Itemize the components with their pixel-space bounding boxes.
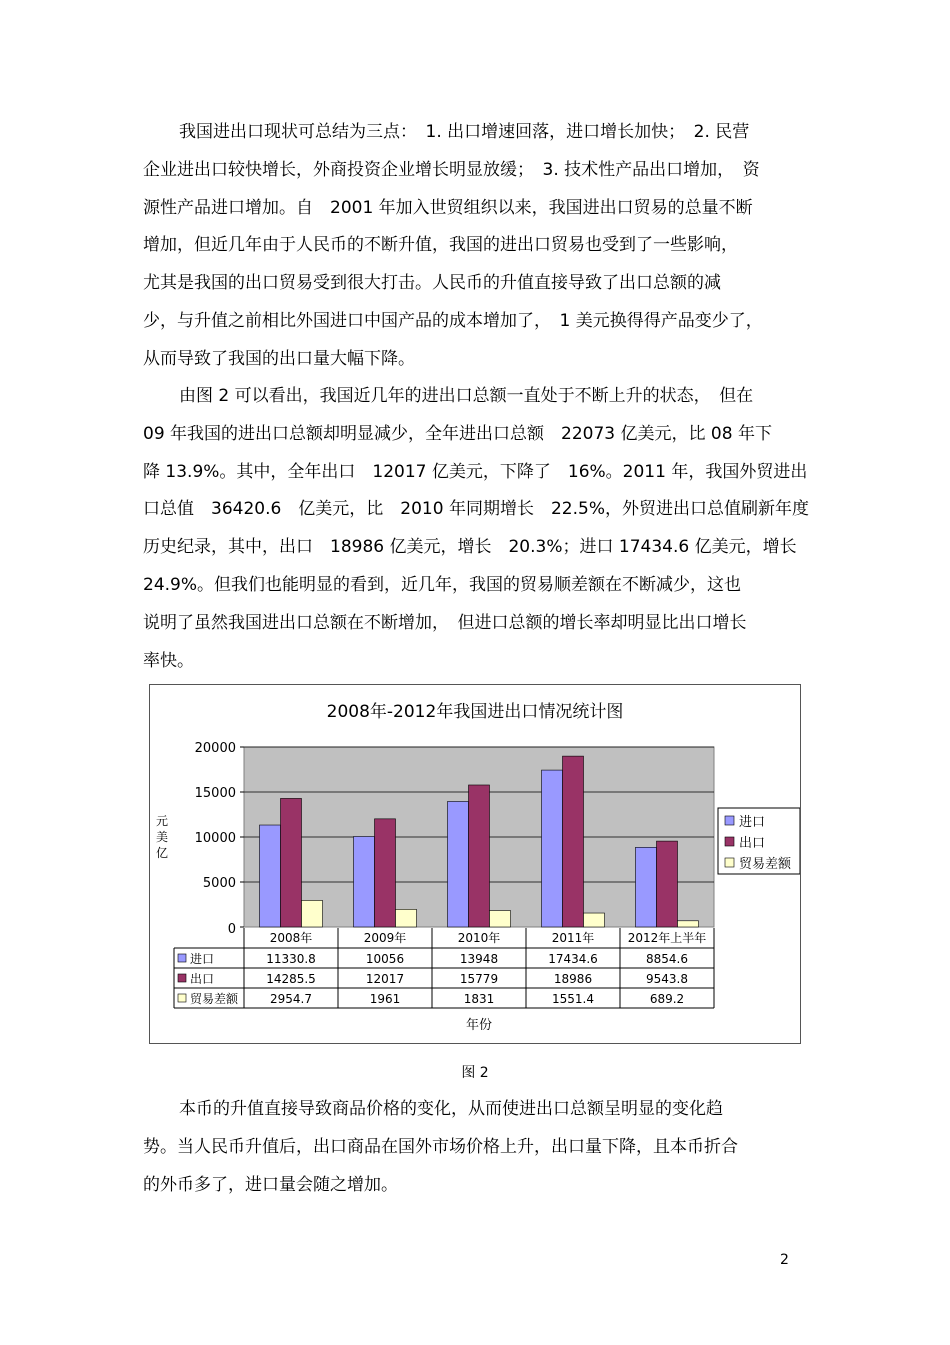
y-tick-label: 20000 (194, 741, 236, 756)
table-row-label: 贸易差额 (190, 992, 239, 1006)
table-value-cell: 8854.6 (646, 952, 688, 966)
legend-label: 进口 (739, 815, 766, 830)
text-line: 降 13.9%。其中，全年出口 12017 亿美元，下降了 16%。2011 年，我国外贸进出 (143, 461, 808, 482)
table-value-cell: 18986 (553, 972, 593, 986)
legend-label: 贸易差额 (739, 857, 792, 872)
table-value-cell: 15779 (459, 972, 499, 986)
table-row-label: 进口 (190, 952, 215, 966)
table-value-cell: 1831 (463, 992, 495, 1006)
table-legend-key (178, 974, 186, 982)
table-value-cell: 12017 (365, 972, 405, 986)
y-tick-label: 10000 (194, 831, 236, 846)
bar-贸易差额-2008年 (302, 900, 323, 927)
text-line: 源性产品进口增加。自 2001 年加入世贸组织以来，我国进出口贸易的总量不断 (143, 197, 753, 218)
table-value-cell: 14285.5 (266, 972, 316, 986)
text-line: 由图 2 可以看出，我国近几年的进出口总额一直处于不断上升的状态， 但在 (179, 386, 754, 406)
text-line: 的外币多了，进口量会随之增加。 (143, 1174, 398, 1195)
bar-出口-2009年 (375, 819, 396, 927)
bar-进口-2009年 (354, 836, 375, 927)
table-value-cell: 2954.7 (270, 992, 312, 1006)
table-header-cell: 2008年 (269, 931, 313, 945)
bar-进口-2010年 (448, 801, 469, 927)
bar-进口-2012年上半年 (636, 847, 657, 927)
table-value-cell: 689.2 (649, 992, 685, 1006)
table-value-cell: 11330.8 (266, 952, 316, 966)
paragraph-2 (143, 378, 849, 680)
bar-贸易差额-2012年上半年 (678, 921, 699, 927)
text-line: 尤其是我国的出口贸易受到很大打击。人民币的升值直接导致了出口总额的减 (143, 273, 721, 294)
paragraph-3 (143, 1091, 849, 1204)
text-line: 我国进出口现状可总结为三点： 1. 出口增速回落，进口增长加快； 2. 民营 (179, 122, 750, 142)
table-legend-key (178, 954, 186, 962)
legend-key (725, 816, 734, 825)
table-value-cell: 17434.6 (548, 952, 598, 966)
y-axis-label: 亿 (155, 846, 169, 860)
table-row-label: 出口 (190, 972, 215, 986)
x-axis-label: 年份 (465, 1018, 493, 1033)
table-value-cell: 9543.8 (646, 972, 688, 986)
table-value-cell: 10056 (365, 952, 405, 966)
bar-出口-2012年上半年 (657, 841, 678, 927)
paragraph-1 (143, 114, 849, 379)
text-line: 本币的升值直接导致商品价格的变化，从而使进出口总额呈明显的变化趋 (179, 1099, 723, 1119)
table-value-cell: 1961 (369, 992, 401, 1006)
bar-出口-2010年 (469, 785, 490, 927)
y-tick-label: 15000 (194, 786, 236, 801)
text-line: 少，与升值之前相比外国进口中国产品的成本增加了， 1 美元换得得产品变少了， (143, 310, 763, 331)
figure-caption: 图 2 (461, 1065, 489, 1081)
bar-chart (150, 685, 800, 1043)
y-axis-label: 美 (155, 830, 169, 844)
text-line: 势。当人民币升值后，出口商品在国外市场价格上升，出口量下降，且本币折合 (143, 1136, 738, 1157)
bar-贸易差额-2009年 (396, 909, 417, 927)
text-line: 口总值 36420.6 亿美元，比 2010 年同期增长 22.5%，外贸进出口总值刷新年度 (143, 499, 809, 520)
table-legend-key (178, 994, 186, 1002)
legend-key (725, 837, 734, 846)
text-line: 从而导致了我国的出口量大幅下降。 (143, 348, 415, 369)
chart-title: 2008年-2012年我国进出口情况统计图 (326, 702, 624, 722)
text-line: 24.9%。但我们也能明显的看到，近几年，我国的贸易顺差额在不断减少，这也 (143, 574, 742, 595)
bar-出口-2008年 (281, 798, 302, 927)
legend-key (725, 858, 734, 867)
text-line: 历史纪录，其中，出口 18986 亿美元，增长 20.3%；进口 17434.6 亿美元，增长 (143, 537, 797, 558)
y-axis-label: 元 (155, 814, 169, 828)
legend-label: 出口 (739, 836, 766, 851)
table-value-cell: 1551.4 (552, 992, 594, 1006)
bar-出口-2011年 (563, 756, 584, 927)
table-value-cell: 13948 (459, 952, 499, 966)
text-line: 企业进出口较快增长，外商投资企业增长明显放缓； 3. 技术性产品出口增加， 资 (143, 159, 760, 180)
bar-贸易差额-2010年 (490, 911, 511, 927)
text-line: 09 年我国的进出口总额却明显减少，全年进出口总额 22073 亿美元，比 08 年下 (143, 423, 772, 444)
text-line: 说明了虽然我国进出口总额在不断增加， 但进口总额的增长率却明显比出口增长 (143, 612, 747, 633)
table-header-cell: 2009年 (363, 931, 407, 945)
table-header-cell: 2010年 (457, 931, 501, 945)
y-tick-label: 0 (227, 922, 236, 937)
table-header-cell: 2012年上半年 (627, 931, 707, 945)
y-tick-label: 5000 (202, 876, 236, 891)
text-line: 率快。 (143, 650, 194, 671)
bar-进口-2011年 (542, 770, 563, 927)
text-line: 增加，但近几年由于人民币的不断升值，我国的进出口贸易也受到了一些影响， (143, 235, 738, 256)
table-header-cell: 2011年 (551, 931, 595, 945)
page-number: 2 (780, 1252, 789, 1268)
chart-container (149, 684, 801, 1044)
bar-贸易差额-2011年 (584, 913, 605, 927)
bar-进口-2008年 (260, 825, 281, 927)
